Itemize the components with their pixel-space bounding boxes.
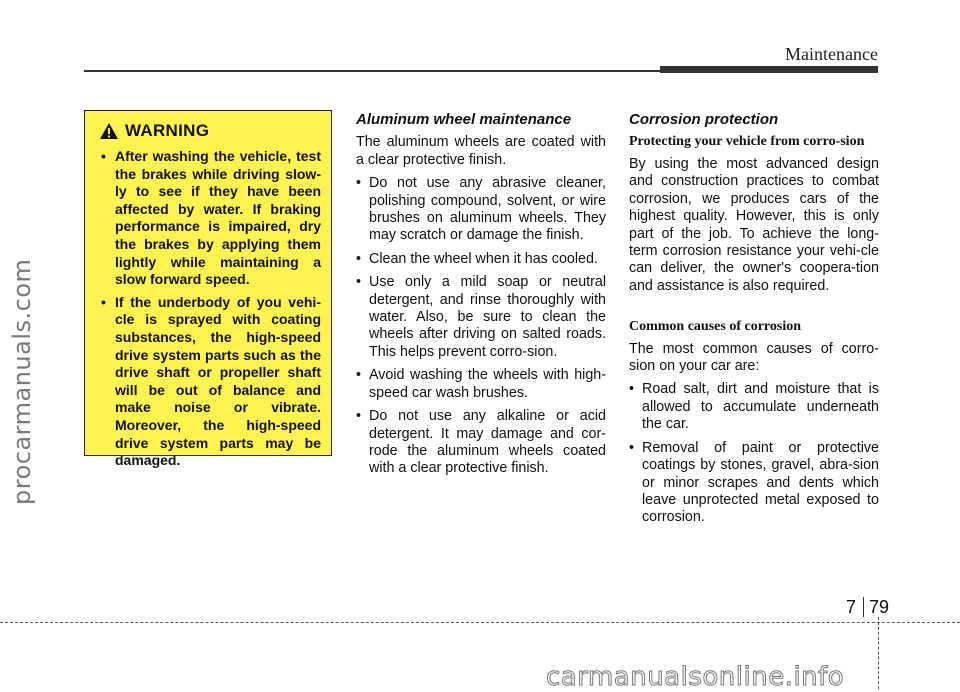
section-title: Maintenance xyxy=(785,44,878,64)
corrosion-subheading-2: Common causes of corrosion xyxy=(629,319,802,335)
warning-triangle-icon xyxy=(99,122,119,140)
side-watermark: procarmanuals.com xyxy=(8,258,36,505)
warning-header xyxy=(99,121,321,141)
aluminum-bullet-3: • Use only a mild soap or neutral detergent, and rinse thoroughly with water. Also, be sure to clean the wheels after driving on salted roads. This helps prevent corro-sion. xyxy=(356,274,606,361)
aluminum-bullet-1: • Do not use any abrasive cleaner, polishing compound, solvent, or wire brushes on aluminum wheels. They may scratch or damage the finish. xyxy=(356,175,606,245)
corrosion-paragraph-1: By using the most advanced design and construction practices to combat corrosion, we produces cars of the highest quality. However, this is only part of the job. To achieve the long-term corrosion resistance your vehi-cle can deliver, the owner's coopera-tion and assistance is also required. xyxy=(629,155,879,294)
footer-rule xyxy=(0,622,960,623)
corrosion-heading: Corrosion protection xyxy=(629,111,779,128)
warning-box xyxy=(84,110,332,469)
aluminum-bullet-4: • Avoid washing the wheels with high-speed car wash brushes. xyxy=(356,367,606,402)
aluminum-section xyxy=(356,111,606,484)
page-number-separator xyxy=(863,597,864,617)
aluminum-intro: The aluminum wheels are coated with a clear protective finish. xyxy=(356,134,606,168)
header-rule xyxy=(84,70,660,72)
aluminum-bullet-2: • Clean the wheel when it has cooled. xyxy=(356,251,606,268)
page-number: 79 xyxy=(869,597,890,617)
warning-item-2: • If the underbody of you vehi-cle is sprayed with coating substances, the high-speed drive system parts such as the drive shaft or propeller shaft will be out of balance and make noise or vibrate. Moreover, the high-speed drive system parts may be damaged. xyxy=(93,294,321,470)
footer-divider xyxy=(878,617,879,689)
warning-title: WARNING xyxy=(125,121,210,140)
aluminum-heading: Aluminum wheel maintenance xyxy=(356,111,572,128)
corrosion-bullet-1: • Road salt, dirt and moisture that is allowed to accumulate underneath the car. xyxy=(629,381,879,433)
header-bar xyxy=(660,66,878,73)
bottom-watermark: carmanualsonline.info xyxy=(546,662,845,692)
corrosion-paragraph-2: The most common causes of corro-sion on your car are: xyxy=(629,340,879,375)
aluminum-bullet-5: • Do not use any alkaline or acid detergent. It may damage and cor-rode the aluminum wheels coated with a clear protective finish. xyxy=(356,408,606,478)
corrosion-subheading-1: Protecting your vehicle from corro-sion xyxy=(629,134,865,150)
corrosion-section xyxy=(629,111,879,533)
corrosion-bullet-2: • Removal of paint or protective coatings by stones, gravel, abra-sion or minor scrapes and dents which leave unprotected metal exposed to corrosion. xyxy=(629,440,879,527)
warning-item-1: • After washing the vehicle, test the brakes while driving slow-ly to see if they have been affected by water. If braking performance is impaired, dry the brakes by applying them lightly while maintaining a slow forward speed. xyxy=(93,148,321,289)
chapter-number: 7 xyxy=(846,597,857,617)
